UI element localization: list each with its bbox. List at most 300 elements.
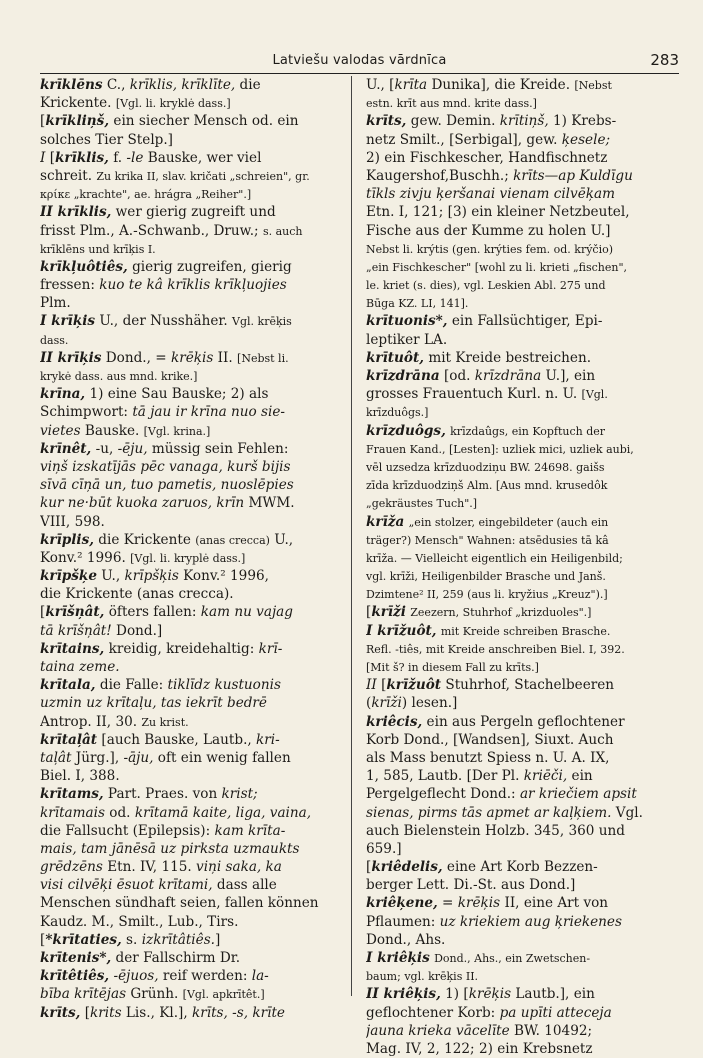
- entry-line: [40, 240, 341, 258]
- etymology-note: Zu krist.: [141, 715, 189, 729]
- headword: krīklēns: [40, 77, 103, 93]
- entry-text: Jürg.],: [71, 749, 124, 766]
- entry-text: kreidig, kreidehaltig:: [104, 640, 259, 657]
- entry-text: Lis., Kl.],: [121, 1004, 192, 1021]
- etymology-note: [Vgl. apkrītêt.]: [182, 988, 265, 1002]
- entry-line: [366, 312, 667, 330]
- entry-line: [40, 822, 341, 840]
- entry-text: II.: [213, 349, 238, 366]
- entry-text: geflochtener Korb:: [366, 1004, 500, 1021]
- entry-line: [366, 985, 667, 1003]
- entry-line: [40, 222, 341, 240]
- entry-text: Pergelgeflecht Dond.:: [366, 786, 520, 803]
- entry-line: [366, 513, 667, 531]
- headword: II krīķis: [40, 349, 102, 366]
- entry-text: eine Art Korb Bezzen-: [442, 859, 598, 876]
- example-text: bība krītējas: [40, 986, 127, 1003]
- entry-line: [366, 804, 667, 822]
- etymology-note: [Vgl. li. kryplė dass.]: [130, 551, 246, 565]
- entry-line: [40, 440, 341, 458]
- entry-text: U.,: [269, 531, 294, 548]
- etymology-note: s. auch: [262, 224, 303, 238]
- entry-line: [40, 931, 341, 949]
- entry-line: [40, 785, 341, 803]
- example-text: pa upīti atteceja: [499, 1004, 612, 1021]
- entry-text: Konv.² 1996.: [40, 549, 131, 566]
- etymology-note: [Vgl.: [581, 388, 608, 402]
- example-text: grēdzēns: [40, 859, 103, 876]
- entry-text: gew. Demin.: [406, 113, 500, 130]
- entry-line: [40, 622, 341, 640]
- entry-line: [366, 858, 667, 876]
- entry-text: frisst Plm., A.-Schwanb., Druw.;: [40, 222, 263, 239]
- entry-text: wer gierig zugreift und: [111, 204, 276, 221]
- entry-text: [: [49, 149, 56, 166]
- example-text: krī-: [258, 640, 283, 657]
- entry-line: [40, 731, 341, 749]
- entry-line: [366, 876, 667, 894]
- entry-text: Part. Praes. von: [103, 786, 222, 803]
- entry-line: [366, 476, 667, 494]
- entry-line: [366, 149, 667, 167]
- entry-line: [366, 785, 667, 803]
- entry-line: [366, 567, 667, 585]
- example-text: krits: [90, 1004, 122, 1021]
- entry-text: 2) ein Fischkescher, Handfischnetz: [366, 149, 608, 166]
- entry-text: Bauske, wer viel: [143, 149, 262, 166]
- headword: I kriêķis: [366, 950, 430, 966]
- entry-line: [366, 1040, 667, 1058]
- entry-line: [366, 131, 667, 149]
- example-text: -ējuos,: [113, 968, 159, 985]
- example-text: krīta: [394, 77, 428, 93]
- headword: krīža: [366, 513, 405, 530]
- entry-line: [366, 676, 667, 694]
- etymology-note: krīklēns und krīķis I.: [40, 242, 156, 256]
- entry-line: [40, 312, 341, 330]
- etymology-note: [Nebst: [574, 79, 612, 92]
- entry-text: Korb Dond., [Wandsen], Siuxt. Auch: [366, 731, 614, 748]
- example-text: kur ne·būt kuoka zaruos, krīn: [40, 495, 245, 512]
- example-text: ar kriečiem apsit: [519, 786, 637, 803]
- entry-line: [366, 931, 667, 949]
- entry-text: 659.]: [366, 840, 402, 857]
- entry-text: die Falle:: [95, 677, 168, 694]
- headword: krīkļuôtiês,: [40, 258, 128, 275]
- headword: krīzdrāna: [366, 368, 440, 384]
- example-text: krītiņš,: [499, 113, 549, 130]
- entry-text: leptiker LA.: [366, 331, 448, 348]
- entry-text: der Fallschirm Dr.: [111, 950, 241, 966]
- example-text: la-: [251, 968, 269, 985]
- entry-text: ein aus Pergeln geflochtener: [422, 713, 625, 730]
- entry-text: Mag. IV, 2, 122; 2) ein Krebsnetz: [366, 1040, 593, 1057]
- headword: krītenis*,: [40, 950, 112, 966]
- entry-line: [40, 840, 341, 858]
- entry-text: ein: [567, 768, 593, 785]
- etymology-note: Dond., Ahs., ein Zwetschen-: [434, 952, 591, 965]
- example-text: ķesele;: [561, 131, 611, 148]
- etymology-note: Dzimtene² II, 259 (aus li. kryžius „Kreuz").]: [366, 588, 608, 602]
- entry-line: [40, 640, 341, 658]
- example-text: kri-: [256, 731, 280, 748]
- headword: krīplis,: [40, 531, 94, 548]
- etymology-note: vēl uzsedza krīzduodziņu BW. 24698. gaišs: [366, 460, 605, 474]
- entry-text: Pflaumen:: [366, 913, 440, 930]
- entry-text: od.: [104, 804, 135, 821]
- example-text: tiklīdz kustuonis: [167, 677, 281, 694]
- example-text: viņš izskatījās pēc vanaga, kurš bijis: [40, 458, 291, 475]
- entry-line: [40, 894, 341, 912]
- entry-line: [366, 1004, 667, 1022]
- entry-text: Fische aus der Kumme zu holen U.]: [366, 222, 611, 239]
- etymology-note: Nebst li. krýtis (gen. krýties fem. od. krýčio): [366, 242, 614, 256]
- entry-line: [40, 203, 341, 221]
- example-text: tīkls zivju ķeršanai vienam cilvēķam: [366, 186, 615, 203]
- entry-text: Menschen sündhaft seien, fallen können: [40, 895, 319, 912]
- entry-line: [40, 131, 341, 149]
- example-text: vietes: [40, 422, 81, 439]
- entry-line: [40, 967, 341, 985]
- entry-line: [40, 749, 341, 767]
- entry-line: [366, 403, 667, 421]
- example-text: II: [366, 677, 377, 694]
- example-text: izkrītâtiês.: [141, 931, 215, 948]
- example-text: krīts, -s, krīte: [191, 1004, 285, 1021]
- entry-line: [40, 513, 341, 531]
- entry-text: [: [80, 1004, 91, 1021]
- entry-text: [auch Bauske, Lautb.,: [97, 731, 257, 748]
- headword: krīkliņš,: [45, 113, 110, 130]
- etymology-note: mit Kreide schreiben Brasche.: [440, 624, 611, 638]
- example-text: krist;: [221, 786, 258, 803]
- entry-line: [40, 385, 341, 403]
- entry-text: 1, 585, Lautb. [Der Pl.: [366, 768, 524, 785]
- etymology-note: krykė dass. aus mnd. krike.]: [40, 370, 198, 383]
- entry-text: Kaudz. M., Smilt., Lub., Tirs.: [40, 913, 239, 930]
- example-text: krēķis: [468, 986, 512, 1003]
- entry-text: [: [366, 604, 372, 621]
- entry-line: [366, 349, 667, 367]
- etymology-note: krīzduôgs.]: [366, 406, 429, 420]
- entry-line: [40, 367, 341, 385]
- headword: krītala,: [40, 677, 96, 694]
- entry-text: (: [366, 695, 372, 712]
- entry-text: [: [366, 859, 372, 876]
- example-text: sienas, pirms tās apmet ar kaļķiem.: [366, 804, 612, 821]
- headword: krītuonis*,: [366, 313, 448, 330]
- entry-text: Kaugershof,Buschh.;: [366, 167, 514, 184]
- example-text: krītamais: [40, 804, 105, 821]
- headword: krīpšķe: [40, 568, 97, 585]
- headword: krītams,: [40, 786, 104, 803]
- etymology-note: vgl. krīži, Heiligenbilder Brasche und Janš.: [366, 570, 606, 584]
- example-text: -le: [126, 149, 144, 166]
- entry-text: ) lesen.]: [401, 695, 458, 712]
- entry-line: [40, 985, 341, 1003]
- example-text: -ēju,: [117, 440, 148, 457]
- example-text: tā krīšņât!: [40, 622, 112, 639]
- example-text: krīklis, krīklīte,: [129, 77, 236, 93]
- entry-line: [366, 258, 667, 276]
- etymology-note: κρίκε „krachte", ae. hrágra „Reiher".]: [40, 188, 252, 202]
- example-text: uzmin uz krītaļu, tas iekrīt bedrē: [40, 695, 267, 712]
- entry-text: -u,: [91, 440, 118, 457]
- etymology-note: [Mit š? in diesem Fall zu krīts.]: [366, 661, 539, 674]
- example-text: uz kriekiem aug ķriekenes: [439, 913, 622, 930]
- headword: krīzduôgs,: [366, 422, 446, 439]
- entry-text: BW. 10492;: [509, 1022, 593, 1039]
- headword: krīžuôt: [386, 677, 442, 694]
- entry-text: schreit.: [40, 167, 97, 184]
- entry-line: [40, 913, 341, 931]
- entry-line: [366, 76, 667, 94]
- entry-text: U.,: [96, 568, 125, 585]
- headword: krītuôt,: [366, 349, 424, 366]
- headword: krīnêt,: [40, 440, 92, 457]
- entry-line: [40, 876, 341, 894]
- example-text: kam krīta-: [214, 822, 286, 839]
- headword: krītêtiês,: [40, 968, 110, 985]
- entry-text: U.], ein: [541, 368, 596, 384]
- entry-line: [40, 567, 341, 585]
- entry-line: [40, 403, 341, 421]
- entry-text: 1) [: [440, 986, 469, 1003]
- entry-text: Grünh.: [126, 986, 183, 1003]
- entry-line: [366, 713, 667, 731]
- headword: I krīķis: [40, 313, 96, 330]
- headword: krīna,: [40, 386, 86, 403]
- page-number: 283: [650, 51, 679, 69]
- entry-text: [od.: [439, 368, 475, 384]
- entry-line: [40, 276, 341, 294]
- example-text: krītamā kaite, liga, vaina,: [134, 804, 312, 821]
- entry-text: Dond.]: [111, 622, 163, 639]
- entry-line: [40, 713, 341, 731]
- page-header: [40, 51, 679, 74]
- headword: krīži: [371, 604, 406, 621]
- example-text: krīži: [371, 695, 402, 712]
- entry-text: [: [40, 931, 46, 948]
- headword: krīšņât,: [45, 604, 105, 621]
- entry-line: [40, 603, 341, 621]
- example-text: krīzdrāna: [474, 368, 542, 384]
- example-text: mais, tam jānēsā uz pirksta uzmaukts: [40, 840, 300, 857]
- entry-line: [40, 294, 341, 312]
- entry-text: 1) Krebs-: [548, 113, 617, 130]
- entry-line: [366, 385, 667, 403]
- entry-text: U., [: [366, 77, 395, 93]
- etymology-note: [Vgl. krina.]: [143, 424, 211, 438]
- headword: krītaļât: [40, 731, 98, 748]
- example-text: krīts—ap Kuldīgu: [513, 167, 633, 184]
- headword: *krītaties,: [45, 931, 122, 948]
- entry-text: netz Smilt., [Serbigal], gew.: [366, 131, 562, 148]
- entry-text: dass alle: [212, 877, 277, 894]
- entry-text: Plm.: [40, 295, 71, 312]
- entry-line: [40, 167, 341, 185]
- example-text: visi cilvēķi ēsuot krītami,: [40, 877, 213, 894]
- right-column: [366, 76, 667, 1058]
- entry-line: [366, 840, 667, 858]
- entry-text: Konv.² 1996,: [178, 568, 269, 585]
- example-text: jauna krieka vācelīte: [366, 1022, 510, 1039]
- entry-text: solches Tier Stelp.]: [40, 131, 173, 148]
- entry-line: [366, 585, 667, 603]
- entry-text: Stuhrhof, Stachelbeeren: [441, 677, 615, 694]
- entry-line: [40, 549, 341, 567]
- etymology-note: krīža. — Vielleicht eigentlich ein Heiligenbild;: [366, 551, 623, 565]
- entry-line: [366, 167, 667, 185]
- entry-line: [366, 603, 667, 621]
- entry-text: oft ein wenig fallen: [153, 749, 291, 766]
- etymology-note: (anas crecca): [195, 533, 270, 547]
- entry-line: [366, 203, 667, 221]
- entry-line: [40, 331, 341, 349]
- headword: kriêķene,: [366, 895, 438, 912]
- etymology-note: dass.: [40, 333, 69, 347]
- entry-text: f.: [108, 149, 127, 166]
- entry-line: [40, 258, 341, 276]
- entry-text: Antrop. II, 30.: [40, 713, 142, 730]
- entry-line: [366, 94, 667, 112]
- entry-text: [: [40, 113, 46, 130]
- headword: krīklis,: [55, 149, 109, 166]
- entry-text: öfters fallen:: [104, 604, 201, 621]
- entry-line: [366, 458, 667, 476]
- entry-line: [366, 185, 667, 203]
- entry-text: C.,: [102, 77, 130, 93]
- entry-line: [366, 112, 667, 130]
- entry-line: [366, 331, 667, 349]
- entry-text: ein siecher Mensch od. ein: [109, 113, 299, 130]
- example-text: taina zeme.: [40, 659, 120, 675]
- entry-text: müssig sein Fehlen:: [147, 440, 289, 457]
- column-divider: [351, 76, 352, 996]
- entry-line: [366, 622, 667, 640]
- headword: II krīklis,: [40, 204, 112, 221]
- entry-text: die: [235, 77, 261, 93]
- etymology-note: [Nebst li.: [237, 351, 289, 365]
- etymology-note: estn. krīt aus mnd. krite dass.]: [366, 97, 537, 111]
- entry-text: ]: [215, 931, 221, 948]
- entry-text: Krickente.: [40, 95, 116, 112]
- entry-text: Schimpwort:: [40, 404, 133, 421]
- entry-line: [40, 531, 341, 549]
- entry-text: Dond., =: [101, 349, 171, 366]
- entry-line: [40, 149, 341, 167]
- example-text: taļât: [40, 749, 72, 766]
- entry-line: [366, 422, 667, 440]
- entry-line: [40, 949, 341, 967]
- etymology-note: Zeezern, Stuhrhof „krizduoles".]: [410, 606, 592, 620]
- etymology-note: „ein stolzer, eingebildeter (auch ein: [408, 515, 609, 529]
- entry-text: Dunika], die Kreide.: [427, 77, 575, 93]
- example-text: viņi saka, ka: [196, 859, 282, 876]
- headword: krīts,: [366, 113, 407, 130]
- headword: kriêcis,: [366, 713, 423, 730]
- entry-line: [366, 822, 667, 840]
- entry-line: [366, 494, 667, 512]
- etymology-note: [Vgl. li. kryklė dass.]: [115, 97, 231, 111]
- entry-line: [40, 858, 341, 876]
- headword: krīts,: [40, 1004, 81, 1021]
- etymology-note: „gekräustes Tuch".]: [366, 497, 478, 511]
- entry-text: Vgl.: [611, 804, 643, 821]
- example-text: I: [40, 149, 50, 166]
- entry-text: grosses Frauentuch Kurl. n. U.: [366, 386, 582, 403]
- entry-text: die Krickente (anas crecca).: [40, 586, 234, 603]
- entry-text: die Krickente: [93, 531, 196, 548]
- entry-line: [40, 185, 341, 203]
- entry-line: [366, 1022, 667, 1040]
- entry-line: [366, 222, 667, 240]
- entry-text: VIII, 598.: [40, 513, 105, 530]
- entry-line: [366, 694, 667, 712]
- entry-line: [40, 658, 341, 676]
- headword: krītains,: [40, 640, 105, 657]
- entry-line: [366, 949, 667, 967]
- headword: II kriêķis,: [366, 986, 441, 1003]
- entry-text: reif werden:: [158, 968, 252, 985]
- etymology-note: krīzdaûgs, ein Kopftuch der: [450, 424, 606, 438]
- entry-line: [40, 494, 341, 512]
- etymology-note: le. kriet (s. dies), vgl. Leskien Abl. 275 und: [366, 279, 606, 293]
- example-text: kam nu vajag: [200, 604, 293, 621]
- headword: I krīžuôt,: [366, 622, 437, 639]
- entry-line: [366, 894, 667, 912]
- entry-text: II, eine Art von: [500, 895, 609, 912]
- entry-line: [40, 349, 341, 367]
- entry-line: [40, 767, 341, 785]
- entry-line: [40, 94, 341, 112]
- entry-text: Biel. I, 388.: [40, 768, 120, 785]
- entry-text: die Fallsucht (Epilepsis):: [40, 822, 215, 839]
- example-text: sīvā cīņā un, tuo pametis, nuoslēpies: [40, 477, 294, 494]
- entry-text: [: [376, 677, 387, 694]
- entry-text: Bauske.: [80, 422, 144, 439]
- entry-text: Etn. IV, 115.: [102, 859, 197, 876]
- entry-line: [40, 804, 341, 822]
- left-column: [40, 76, 341, 1022]
- entry-text: als Mass benutzt Spiess n. U. A. IX,: [366, 749, 610, 766]
- running-head: Latviešu valodas vārdnīca: [272, 53, 447, 68]
- etymology-note: Frauen Kand., [Lesten]: uzliek mici, uzliek aubi,: [366, 442, 634, 456]
- entry-text: auch Bielenstein Holzb. 345, 360 und: [366, 822, 625, 839]
- entry-line: [40, 458, 341, 476]
- entry-line: [366, 531, 667, 549]
- entry-line: [40, 422, 341, 440]
- entry-text: 1) eine Sau Bauske; 2) als: [85, 386, 269, 403]
- entry-text: gierig zugreifen, gierig: [127, 258, 292, 275]
- etymology-note: zīda krīzduodziņš Alm. [Aus mnd. krusedôk: [366, 479, 608, 493]
- etymology-note: Zu krika II, slav. kričati „schreien", gr.: [96, 169, 310, 183]
- entry-line: [366, 549, 667, 567]
- headword: kriêdelis,: [371, 859, 443, 876]
- entry-text: [: [40, 604, 46, 621]
- entry-line: [40, 676, 341, 694]
- etymology-note: Būga KZ. LI, 141].: [366, 297, 469, 311]
- etymology-note: baum; vgl. krēķis II.: [366, 970, 479, 984]
- example-text: tā jau ir krīna nuo sie-: [132, 404, 286, 421]
- entry-text: berger Lett. Di.-St. aus Dond.]: [366, 877, 576, 894]
- entry-text: ein Fallsüchtiger, Epi-: [447, 313, 603, 330]
- entry-line: [40, 112, 341, 130]
- example-text: -āju,: [123, 749, 154, 766]
- entry-text: Etn. I, 121; [3) ein kleiner Netzbeutel,: [366, 204, 630, 221]
- entry-line: [366, 240, 667, 258]
- example-text: krēķis: [170, 349, 214, 366]
